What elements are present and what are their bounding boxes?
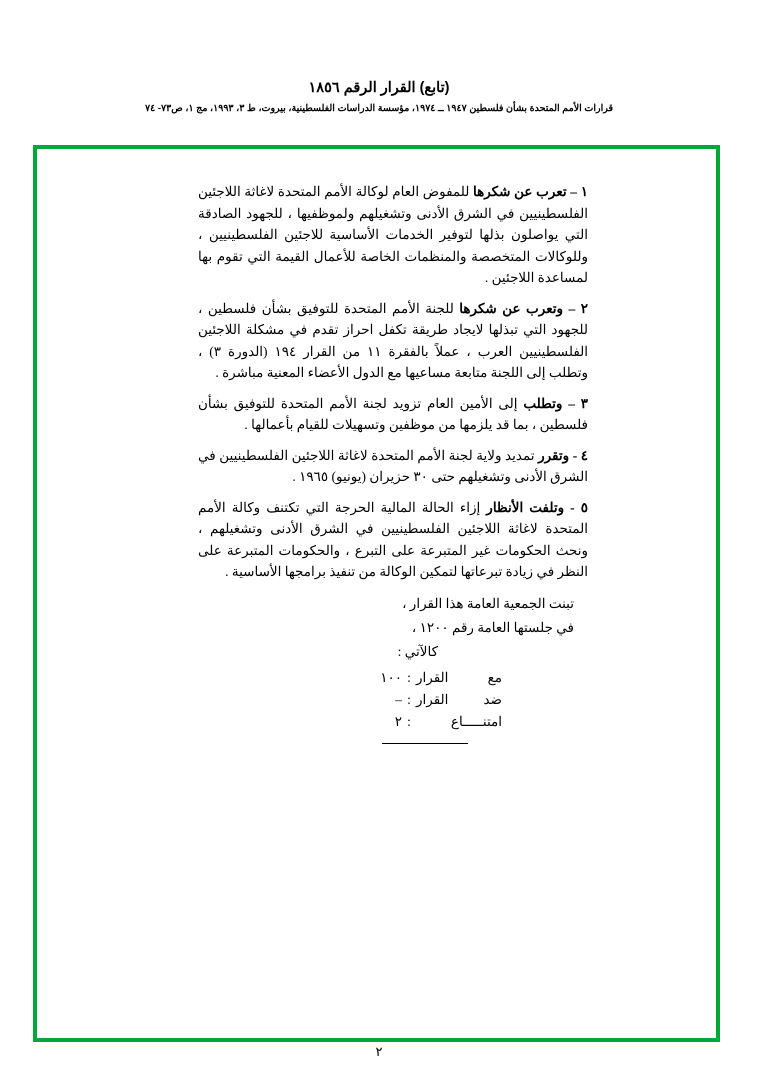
page-number: ٢	[375, 1044, 383, 1059]
adoption-line-3: كالآتي :	[397, 643, 438, 659]
vote-separator: :	[407, 691, 411, 707]
adoption-line-1: تبنت الجمعية العامة هذا القرار ،	[402, 595, 574, 611]
paragraph-5-text: إزاء الحالة المالية الحرجة التي تكتنف وكالة الأمم المتحدة لاغاثة اللاجئين الفلسطينيين في الشرق الأدنى وتشغيلهم ، ونحث الحكومات غير المتبرعة على التبرع ، والحكومات المتبرعة على النظر في زيادة تبرعاتها لتمكين الوكالة من تنفيذ برامجها الأساسية .	[198, 499, 588, 579]
paragraph-3	[198, 393, 588, 436]
adoption-line-2: في جلستها العامة رقم ١٢٠٠ ،	[411, 619, 574, 635]
paragraph-4	[198, 445, 588, 488]
source-citation: قرارات الأمم المتحدة بشأن فلسطين ١٩٤٧ ــ ١٩٧٤، مؤسسة الدراسات الفلسطينية، بيروت، ط ٣، ١٩٩٣، مج ١، ص٧٣- ٧٤	[144, 103, 613, 114]
paragraph-1	[198, 181, 588, 289]
paragraph-1-lead: ١ – تعرب عن شكرها	[473, 184, 588, 199]
vote-tally	[198, 667, 588, 733]
vote-label: ضد القرار	[416, 691, 502, 707]
paragraph-2-text: للجنة الأمم المتحدة للتوفيق بشأن فلسطين ، للجهود التي تبذلها لايجاد طريقة تكفل احراز تقدم في مشكلة اللاجئين الفلسطينيين العرب ، عملاً بالفقرة ١١ من القرار ١٩٤ (الدورة ٣) ، وتطلب إلى اللجنة متابعة مساعيها مع الدول الأعضاء المعنية مباشرة .	[198, 300, 589, 380]
vote-separator: :	[407, 713, 411, 729]
adoption-note	[198, 593, 588, 663]
paragraph-3-lead: ٣ – وتطلب	[523, 395, 588, 411]
vote-value: –	[395, 691, 402, 707]
section-divider	[382, 743, 468, 744]
paragraph-5-lead: ٥ - وتلفت الأنظار	[486, 499, 588, 515]
page-title: (تابع) القرار الرقم ١٨٥٦	[308, 80, 450, 96]
document-body	[198, 181, 588, 744]
content-frame	[33, 145, 720, 1042]
paragraph-4-text: تمديد ولاية لجنة الأمم المتحدة لاغاثة اللاجئين الفلسطينيين في الشرق الأدنى وتشغيلهم حتى ٣٠ حزيران (يونيو) ١٩٦٥ .	[198, 447, 588, 484]
paragraph-3-text: إلى الأمين العام تزويد لجنة الأمم المتحدة للتوفيق بشأن فلسطين ، بما قد يلزمها من موظفين وتسهيلات للقيام بأعمالها .	[198, 395, 588, 432]
vote-row	[198, 711, 588, 733]
vote-row	[198, 667, 588, 689]
paragraph-2	[198, 298, 588, 384]
document-header	[0, 78, 758, 117]
vote-label: مع القرار	[416, 669, 502, 685]
paragraph-5	[198, 497, 588, 583]
paragraph-2-lead: ٢ – وتعرب عن شكرها	[459, 300, 588, 316]
vote-label: امتنـــــاع	[450, 713, 502, 729]
vote-value: ١٠٠	[380, 669, 402, 685]
vote-separator: :	[407, 669, 411, 685]
paragraph-1-text: للمفوض العام لوكالة الأمم المتحدة لاغاثة اللاجئين الفلسطينيين في الشرق الأدنى وتشغيلهم ولموظفيها ، للجهود الصادقة التي يواصلون بذلها لتوفير الخدمات الأساسية للاجئين الفلسطينيين ، وللوكالات المتخصصة والمنظمات الخاصة للأعمال القيمة التي تقوم بها لمساعدة اللاجئين .	[198, 184, 588, 285]
vote-row	[198, 689, 588, 711]
vote-value: ٢	[394, 713, 402, 729]
paragraph-4-lead: ٤ - وتقرر	[538, 447, 588, 463]
